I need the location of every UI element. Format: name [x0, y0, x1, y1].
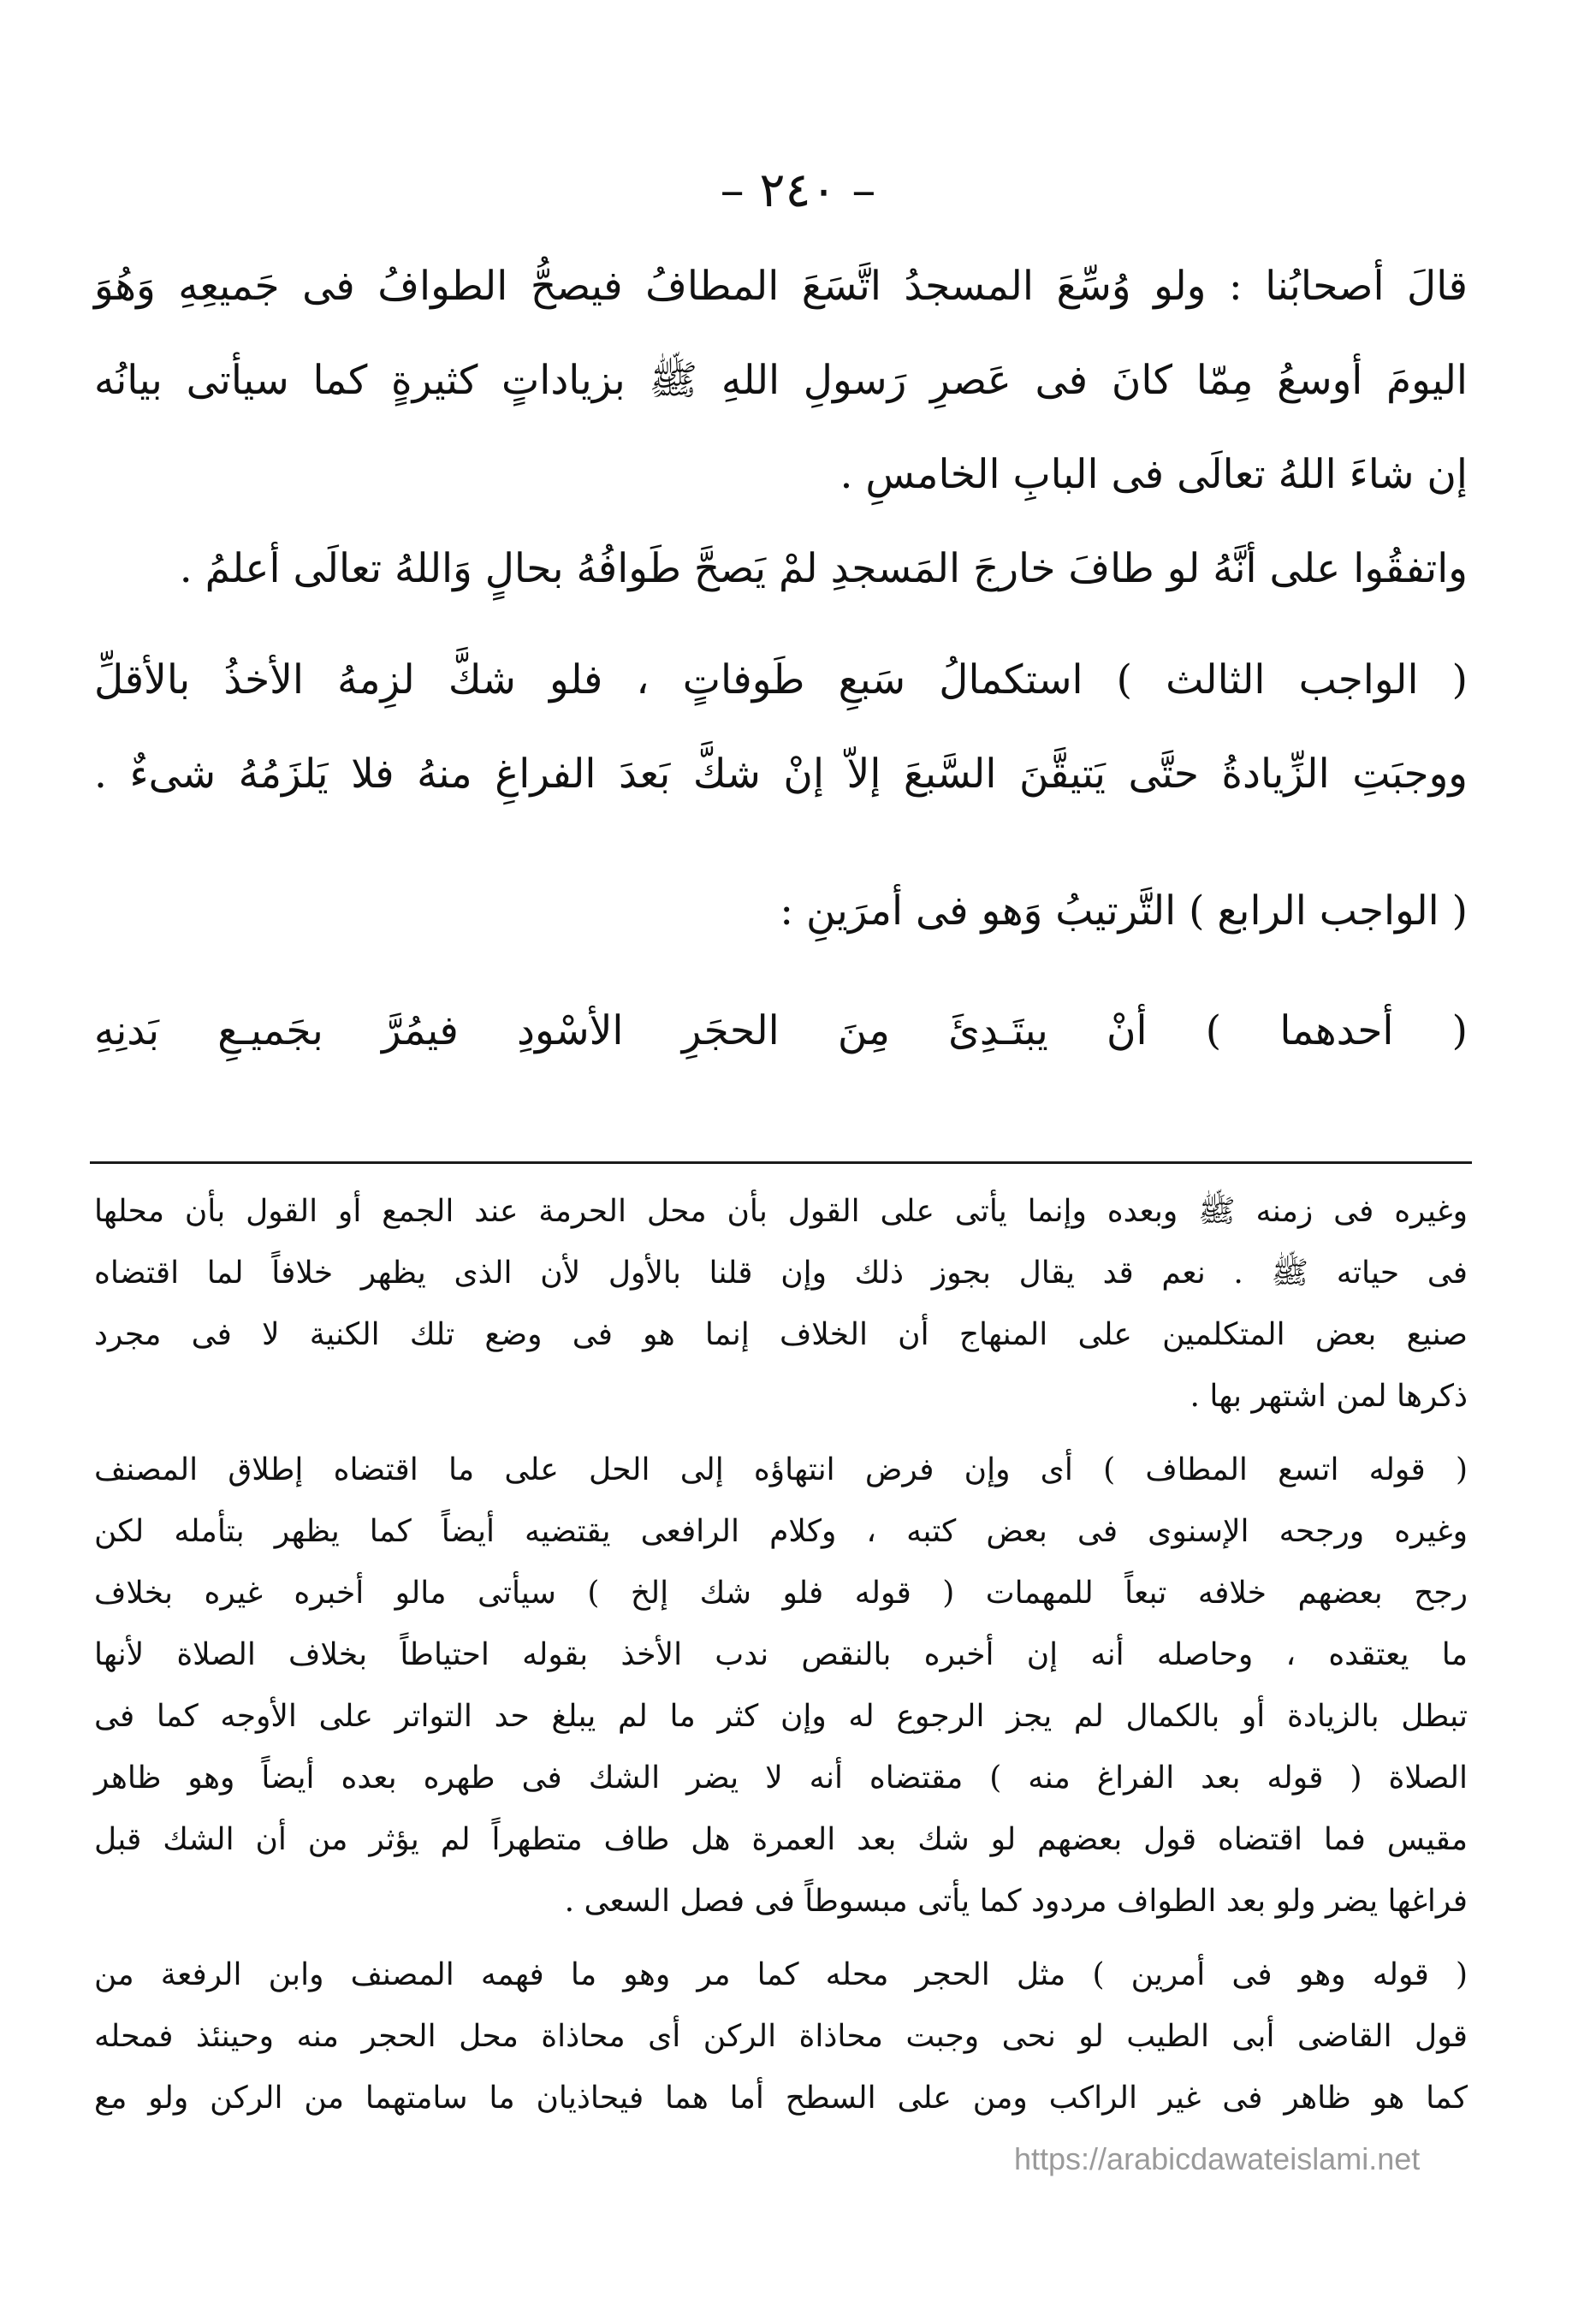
text-line: ( الواجب الرابع ) التَّرتيبُ وَهو فى أمرَينِ : [780, 887, 1468, 935]
footnote-line: فى حياته ﷺ . نعم قد يقال بجوز ذلك وإن قلنا بالأول لأن الذى يظهر خلافاً لما اقتضاه [94, 1255, 1468, 1291]
text-line: ووجبَتِ الزِّيادةُ حتَّى يَتيقَّنَ السَّبعَ إلاّ إنْ شكَّ بَعدَ الفراغِ منهُ فلا يَلزَمُهُ شىءٌ . [94, 751, 1468, 798]
text-line: ( الواجب الثالث ) استكمالُ سَبعِ طَوفاتٍ ، فلو شكَّ لزِمهُ الأخذُ بالأقلِّ [94, 656, 1468, 703]
main-paragraph [94, 522, 1468, 633]
watermark-url: https://arabicdawateislami.net [1014, 2141, 1421, 2176]
text-line: واتفقُوا على أنَّهُ لو طافَ خارجَ المَسجدِ لمْ يَصحَّ طَوافُهُ بحالٍ وَاللهُ تعالَى أعلمُ . [179, 545, 1468, 592]
footnote-line: ما يعتقده ، وحاصله أنه إن أخبره بالنقص ندب الأخذ بقوله احتياطاً بخلاف الصلاة لأنها [94, 1637, 1468, 1672]
footnote-line: وغيره ورجحه الإسنوى فى بعض كتبه ، وكلام الرافعى يقتضيه أيضاً كما يظهر بتأمله لكن [94, 1514, 1468, 1549]
footnote-paragraph [94, 1944, 1468, 2129]
footnote-line: رجح بعضهم خلافه تبعاً للمهمات ( قوله فلو شك إلخ ) سيأتى مالو أخبره غيره بخلاف [94, 1576, 1468, 1611]
footnote-line: فراغها يضر ولو بعد الطواف مردود كما يأتى مبسوطاً فى فصل السعى . [564, 1884, 1468, 1919]
main-paragraph [94, 633, 1468, 864]
footnote-line: ( قوله وهو فى أمرين ) مثل الحجر محله كما مر وهو ما فهمه المصنف وابن الرفعة من [94, 1957, 1468, 1992]
footnote-line: الصلاة ( قوله بعد الفراغ منه ) مقتضاه أنه لا يضر الشك فى طهره بعده أيضاً وهو ظاهر [94, 1760, 1468, 1796]
footnote-line: تبطل بالزيادة أو بالكمال لم يجز الرجوع له وإن كثر ما لم يبلغ حد التواتر على الأوجه كما فى [94, 1699, 1468, 1734]
footnote-line: كما هو ظاهر فى غير الراكب ومن على السطح أما هما فيحاذيان ما سامتهما من الركن ولو مع [94, 2081, 1468, 2116]
text-line: اليومَ أوسعُ مِمّا كانَ فى عَصرِ رَسولِ اللهِ ﷺ بزياداتٍ كثيرةٍ كما سيأتى بيانُه [94, 357, 1468, 404]
text-line: ( أحدهما ) أنْ يبتَـدِئَ مِنَ الحجَرِ الأسْودِ فيمُرَّ بجَميـعِ بَدنِهِ [94, 1007, 1468, 1054]
text-line: إن شاءَ اللهُ تعالَى فى البابِ الخامسِ . [840, 451, 1468, 498]
footnotes [94, 1181, 1468, 2141]
text-line: قالَ أصحابُنا : ولو وُسِّعَ المسجدُ اتَّسَعَ المطافُ فيصحُّ الطوافُ فى جَميعِهِ وَهُوَ [94, 263, 1468, 310]
main-paragraph [94, 984, 1468, 1053]
footnote-paragraph [94, 1439, 1468, 1932]
footnote-line: مقيس فما اقتضاه قول بعضهم لو شك بعد العمرة هل طاف متطهراً لم يؤثر من أن الشك قبل [94, 1822, 1468, 1857]
footnote-divider [90, 1161, 1472, 1164]
footnote-line: ( قوله اتسع المطاف ) أى وإن فرض انتهاؤه إلى الحل على ما اقتضاه إطلاق المصنف [94, 1452, 1468, 1487]
footnote-line: قول القاضى أبى الطيب لو نحى وجبت محاذاة الركن أى محاذاة محل الحجر منه وحينئذ فمحله [94, 2019, 1468, 2054]
page-number: – ٢٤٠ – [720, 163, 876, 218]
footnote-line: وغيره فى زمنه ﷺ وبعده وإنما يأتى على القول بأن محل الحرمة عند الجمع أو القول بأن محلها [94, 1194, 1468, 1229]
main-text [94, 240, 1468, 1053]
footnote-line: ذكرها لمن اشتهر بها . [1190, 1379, 1468, 1414]
footnote-paragraph [94, 1181, 1468, 1428]
footnote-line: صنيع بعض المتكلمين على المنهاج أن الخلاف إنما هو فى وضع تلك الكنية لا فى مجرد [94, 1317, 1468, 1352]
main-paragraph [94, 864, 1468, 984]
main-paragraph [94, 240, 1468, 522]
